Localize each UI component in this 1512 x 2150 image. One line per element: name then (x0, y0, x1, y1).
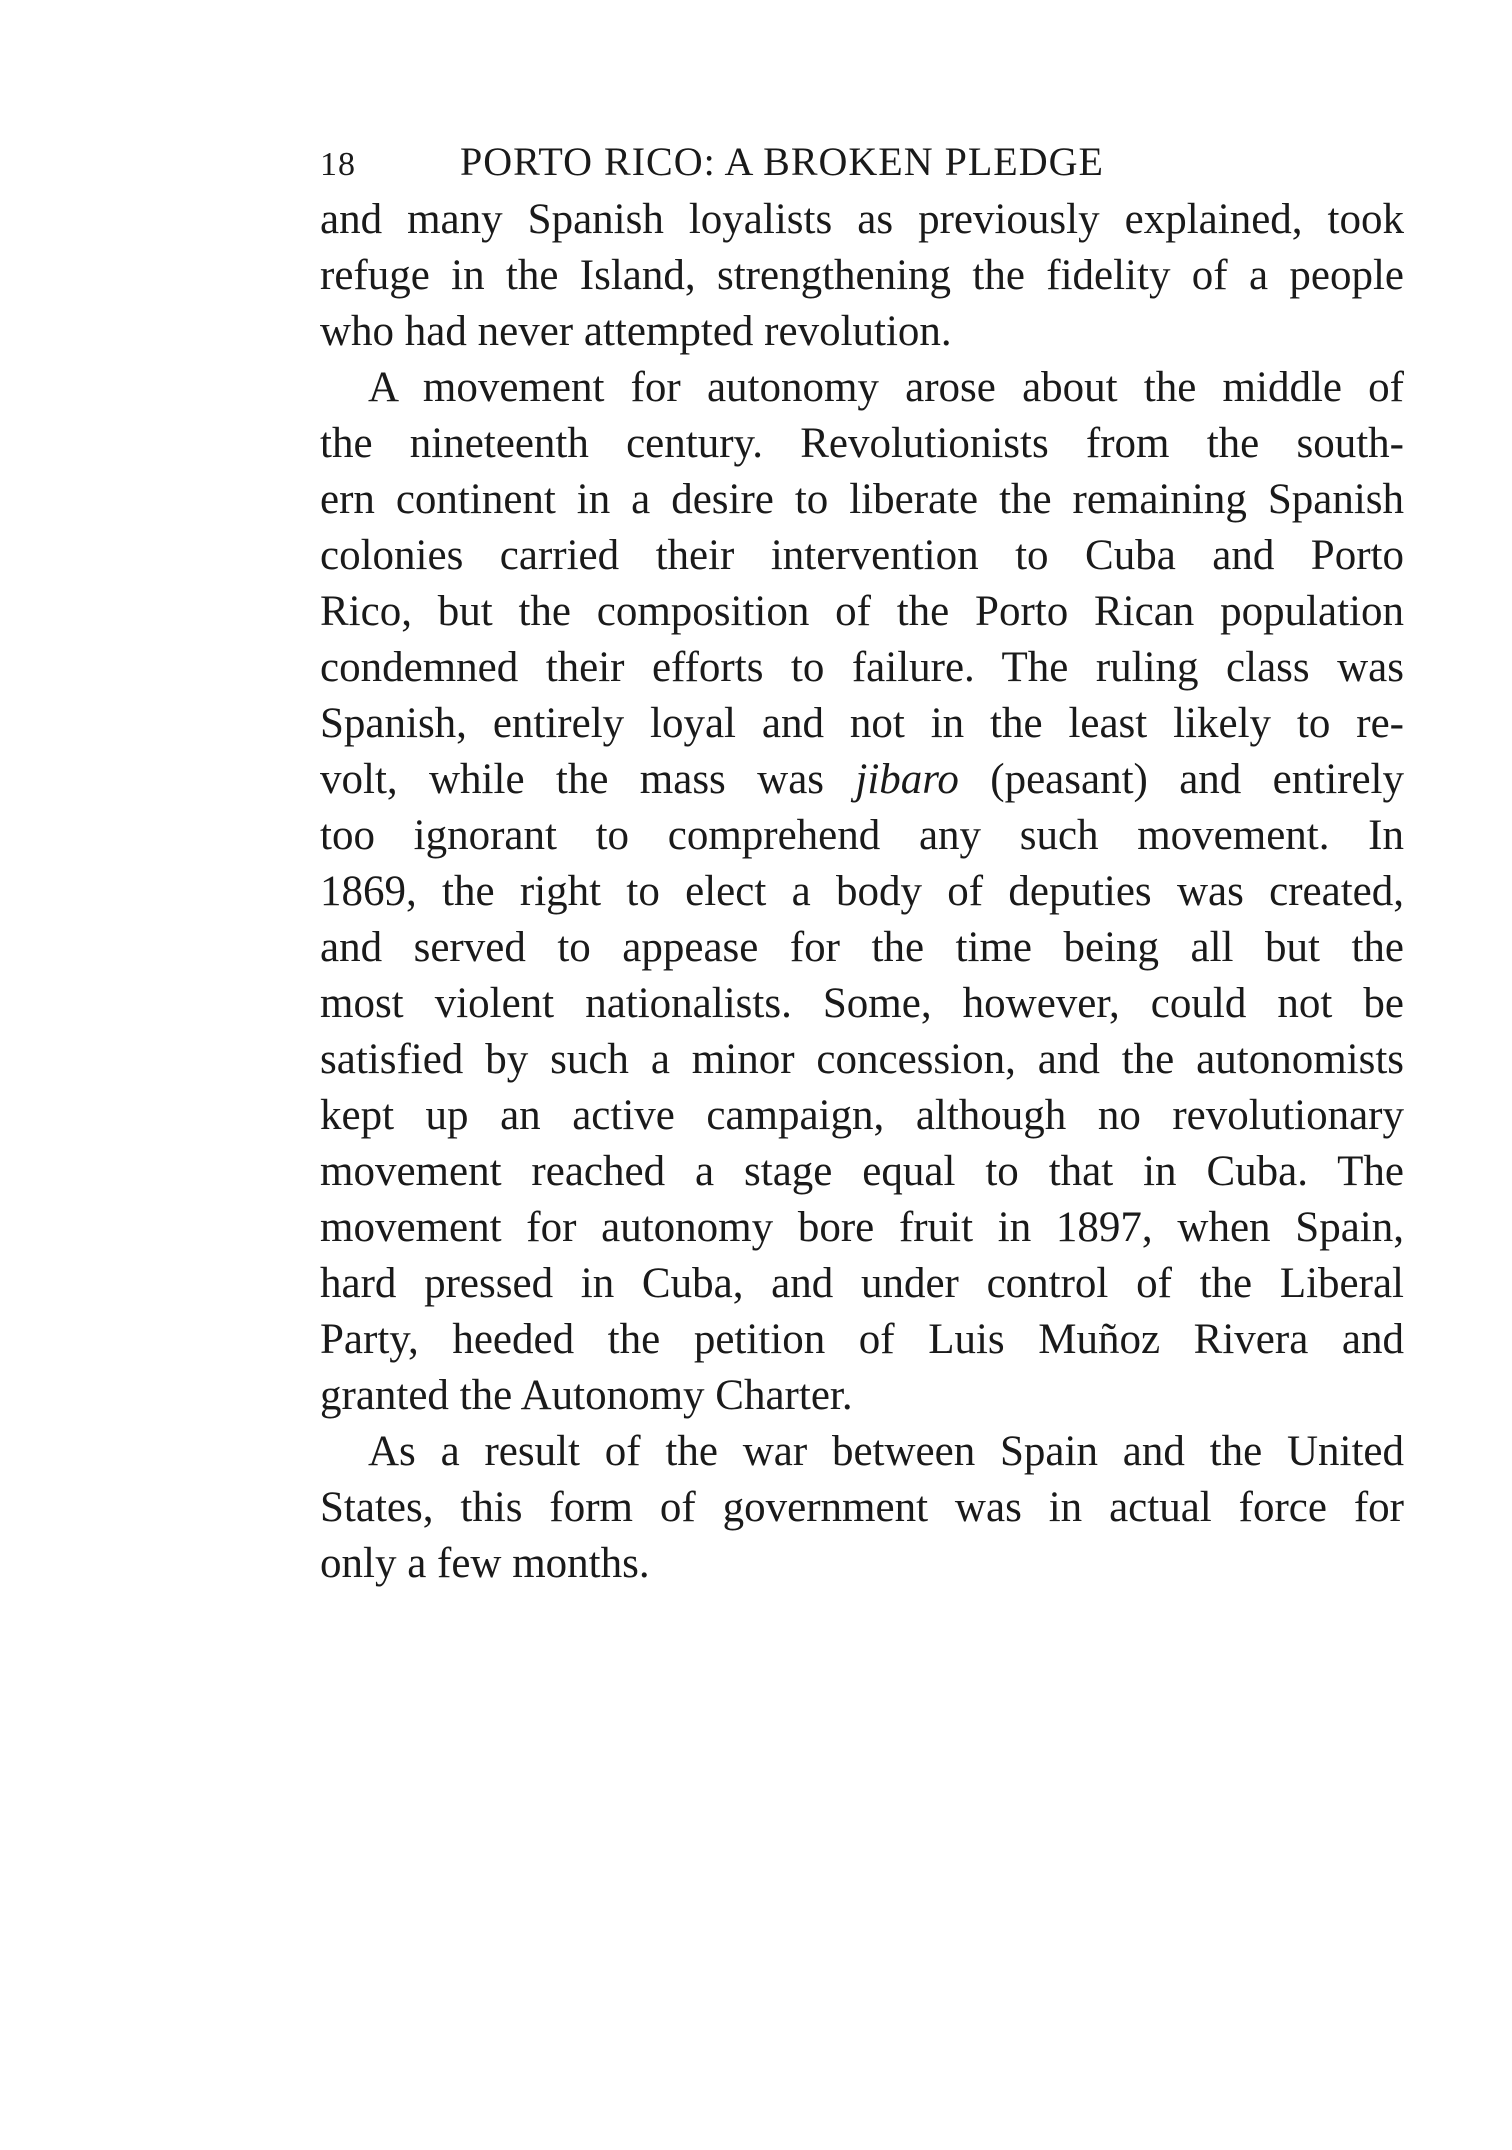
text-line: ern continent in a desire to liberate the remaining Spanish (320, 476, 1404, 523)
running-title: PORTO RICO: A BROKEN PLEDGE (460, 139, 1104, 184)
page-number: 18 (320, 146, 356, 183)
text-line: movement for autonomy bore fruit in 1897, when Spain, (320, 1204, 1404, 1251)
text-line: kept up an active campaign, although no revolutionary (320, 1092, 1404, 1139)
text-line: and many Spanish loyalists as previously explained, took (320, 196, 1404, 243)
text-line: the nineteenth century. Revolutionists from the south- (320, 420, 1404, 467)
text-line: A movement for autonomy arose about the middle of (368, 364, 1404, 411)
paragraph-1 (320, 192, 1404, 360)
text-line: colonies carried their intervention to Cuba and Porto (320, 532, 1404, 579)
paragraph-2 (320, 360, 1404, 1424)
text-line: and served to appease for the time being all but the (320, 924, 1404, 971)
text-line: Party, heeded the petition of Luis Muñoz Rivera and (320, 1316, 1404, 1363)
text-line: movement reached a stage equal to that in Cuba. The (320, 1148, 1404, 1195)
book-page (320, 138, 1404, 1592)
text-line: 1869, the right to elect a body of deputies was created, (320, 868, 1404, 915)
text-line: hard pressed in Cuba, and under control of the Liberal (320, 1260, 1404, 1307)
text-fragment: (peasant) and entirely (990, 756, 1404, 803)
running-head (320, 138, 1404, 186)
text-line-with-italic (320, 752, 1404, 808)
text-line: Spanish, entirely loyal and not in the least likely to re- (320, 700, 1404, 747)
text-line: refuge in the Island, strengthening the fidelity of a people (320, 252, 1404, 299)
body-text (320, 192, 1404, 1592)
text-line: As a result of the war between Spain and the United (368, 1428, 1404, 1475)
paragraph-3 (320, 1424, 1404, 1592)
text-line: Rico, but the composition of the Porto Rican population (320, 588, 1404, 635)
text-line: only a few months. (320, 1540, 650, 1587)
text-fragment: volt, while the mass was (320, 756, 825, 803)
text-line: granted the Autonomy Charter. (320, 1372, 853, 1419)
text-line: States, this form of government was in actual force for (320, 1484, 1404, 1531)
text-line: most violent nationalists. Some, however, could not be (320, 980, 1404, 1027)
text-line: too ignorant to comprehend any such movement. In (320, 812, 1404, 859)
text-line: satisfied by such a minor concession, and the autonomists (320, 1036, 1404, 1083)
text-line: condemned their efforts to failure. The ruling class was (320, 644, 1404, 691)
text-line: who had never attempted revolution. (320, 308, 952, 355)
italic-term: jibaro (855, 756, 959, 803)
